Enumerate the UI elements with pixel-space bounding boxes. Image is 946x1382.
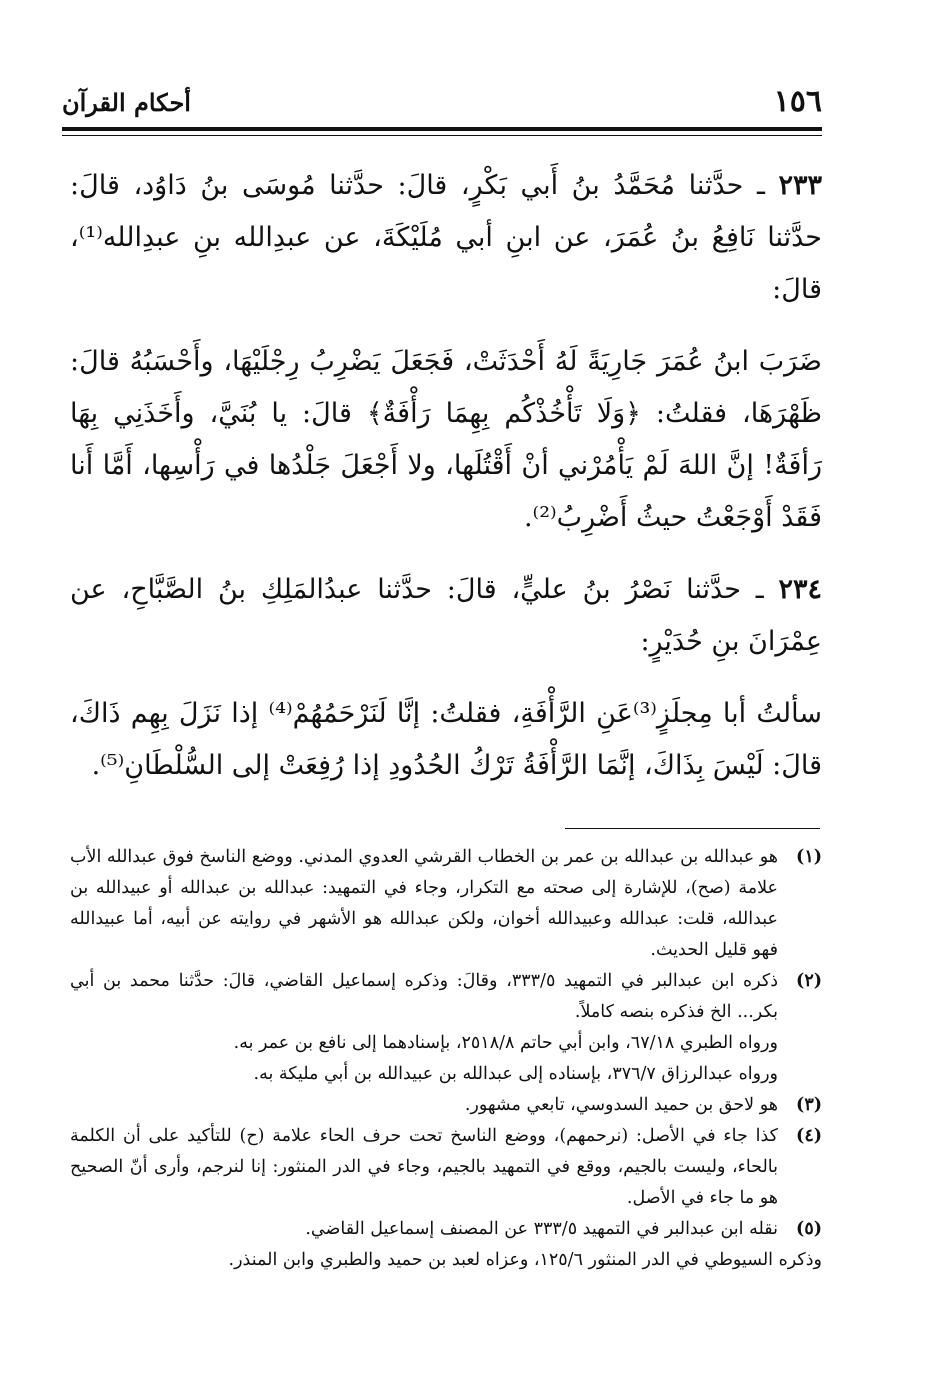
- header-rule-thin: [62, 135, 822, 136]
- header-rule-thick: [62, 127, 822, 131]
- hadith-234-isnad: [70, 564, 822, 668]
- footnote-1: [70, 842, 822, 966]
- footnote-2-continuation: ورواه عبدالرزاق ٣٧٦/٧، بإسناده إلى عبدالله بن عبيدالله بن أبي مليكة به.: [253, 1064, 778, 1084]
- footnote-text: ذكره ابن عبدالبر في التمهيد ٣٣٣/٥، وقالَ: وذكره إسماعيل القاضي، قالَ: حدَّثنا محمد بن أبي بكر... الخ فذكره بنصه كاملاً.: [70, 971, 779, 1022]
- footnote-tail: وذكره السيوطي في الدر المنثور ١٢٥/٦، وعزاه لعبد بن حميد والطبري وابن المنذر.: [228, 1250, 822, 1270]
- hadith-number: ٢٣٤: [778, 574, 822, 605]
- footnote-4: [70, 1121, 822, 1214]
- main-text: [70, 160, 822, 812]
- page-header: [62, 80, 822, 124]
- footnote-text: هو عبدالله بن عبدالله بن عمر بن الخطاب القرشي العدوي المدني. ووضع الناسخ فوق عبدالله الأب علامة (صح)، للإشارة إلى صحته مع التكرار، وجاء في التمهيد: عبدالله بن عبدالله أو عبيدالله بن عبدالله، قلت: عبدالله وعبيدالله أخوان، ولكن عبدالله هو الأشهر في روايته عن أبيه، أما عبيدالله فهو قليل الحديث.: [70, 847, 778, 960]
- footnote-3: [70, 1090, 822, 1121]
- page-number: ١٥٦: [773, 84, 822, 119]
- hadith-233-isnad: [70, 160, 822, 316]
- footnote-number: (٢): [796, 971, 822, 991]
- footnote-2-continuation: ورواه الطبري ٦٧/١٨، وابن أبي حاتم ٢٥١٨/٨، بإسنادهما إلى نافع بن عمر به.: [233, 1033, 778, 1053]
- footnote-number: (٥): [796, 1219, 822, 1239]
- footnote-number: (١): [796, 847, 822, 867]
- footnote-number: (٣): [796, 1095, 822, 1115]
- footnote-number: (٤): [796, 1126, 822, 1146]
- isnad-text: ـ حدَّثنا مُحَمَّدُ بنُ أَبي بَكْرٍ، قالَ: حدَّثنا مُوسَى بنُ دَاوُد، قالَ: حدَّثنا نَافِعُ بنُ عُمَرَ، عن ابنِ أبي مُلَيْكَةَ، عن عبدِالله بنِ عبدِالله⁽¹⁾، قالَ:: [70, 170, 822, 305]
- footnote-5: [70, 1214, 822, 1245]
- isnad-text: ـ حدَّثنا نَصْرُ بنُ عليٍّ، قالَ: حدَّثنا عبدُالمَلِكِ بنُ الصَّبَّاحِ، عن عِمْرَانَ بنِ حُدَيْرٍ:: [70, 574, 822, 657]
- book-title: أحكام القرآن: [62, 88, 191, 117]
- hadith-234-matn: سألتُ أبا مِجلَزٍ⁽³⁾عَنِ الرَّأْفَةِ، فقلتُ: إنَّا لَنَرْحَمُهُمْ⁽⁴⁾ إذا نَزَلَ بِهِم ذَاكَ، قالَ: لَيْسَ بِذَاكَ، إنَّمَا الرَّأْفَةُ تَرْكُ الحُدُودِ إذا رُفِعَتْ إلى السُّلْطَانِ⁽⁵⁾.: [70, 698, 822, 781]
- hadith-233-matn: ضَرَبَ ابنُ عُمَرَ جَارِيَةً لَهُ أَحْدَثَتْ، فَجَعَلَ يَضْرِبُ رِجْلَيْهَا، وأَحْسَبُهُ قالَ: ظَهْرَهَا، فقلتُ: ﴿وَلَا تَأْخُذْكُم بِهِمَا رَأْفَةٌ﴾ قالَ: يا بُنَيَّ، وأَخَذَنِي بِهَا رَأفَةٌ! إنَّ اللهَ لَمْ يَأْمُرْني أنْ أَقْتُلَها، ولا أَجْعَلَ جَلْدُها في رَأْسِها، أَمَّا أَنا فَقَدْ أَوْجَعْتُ حيثُ أَضْرِبُ⁽²⁾.: [70, 346, 822, 533]
- footnote-2: [70, 966, 822, 1028]
- hadith-number: ٢٣٣: [778, 170, 822, 201]
- footnotes: [70, 842, 822, 1276]
- footnote-text: هو لاحق بن حميد السدوسي، تابعي مشهور.: [464, 1095, 778, 1115]
- footnote-text: كذا جاء في الأصل: (نرحمهم)، ووضع الناسخ تحت حرف الحاء علامة (ح) للتأكيد على أن الكلمة بالحاء، وليست بالجيم، ووقع في التمهيد بالجيم، وجاء في الدر المنثور: إنا لنرجم، وأرى أنّ الصحيح هو ما جاء في الأصل.: [70, 1126, 778, 1208]
- footnote-separator: [565, 828, 820, 829]
- footnote-text: نقله ابن عبدالبر في التمهيد ٣٣٣/٥ عن المصنف إسماعيل القاضي.: [305, 1219, 778, 1239]
